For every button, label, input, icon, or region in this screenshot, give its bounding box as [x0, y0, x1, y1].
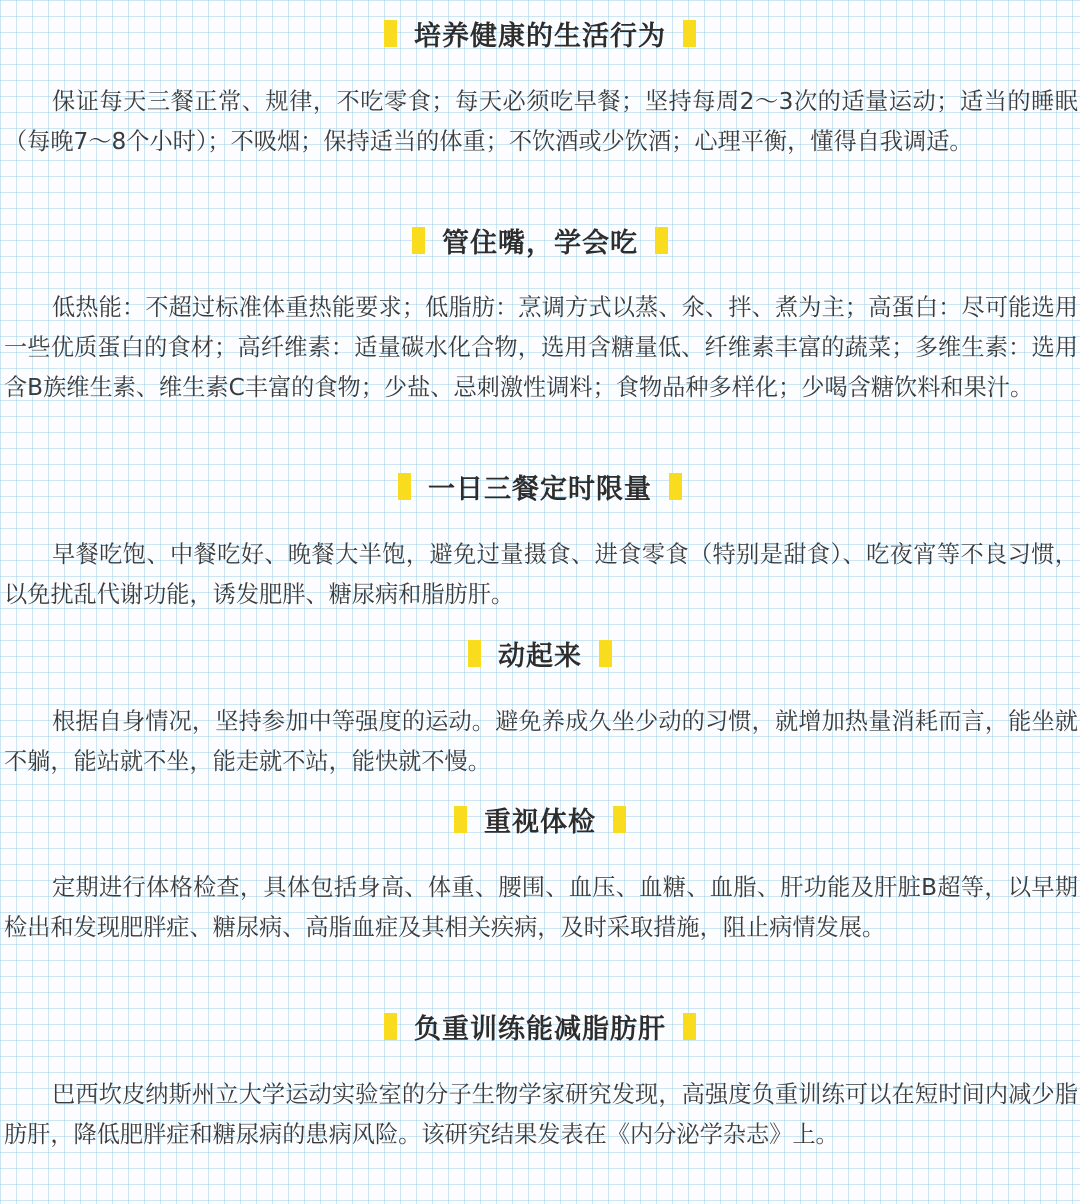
section-paragraph: 根据自身情况，坚持参加中等强度的运动。避免养成久坐少动的习惯，就增加热量消耗而言，能坐就不躺，能站就不坐，能走就不站，能快就不慢。 — [4, 708, 1078, 775]
heading-accent-bar-left — [384, 1013, 397, 1040]
heading-accent-bar-right — [683, 1013, 696, 1040]
heading-title: 负重训练能减脂肪肝 — [414, 1013, 666, 1045]
section-health-checkup — [0, 799, 1080, 839]
section-weight-training — [0, 1006, 1080, 1046]
section-paragraph: 保证每天三餐正常、规律，不吃零食；每天必须吃早餐；坚持每周2～3次的适量运动；适当的睡眠（每晚7～8个小时）；不吸烟；保持适当的体重；不饮酒或少饮酒；心理平衡，懂得自我调适。 — [4, 88, 1078, 155]
section-heading — [0, 220, 1080, 260]
heading-title: 管住嘴，学会吃 — [442, 227, 638, 259]
heading-accent-bar-right — [683, 20, 696, 47]
section-control-eating — [0, 220, 1080, 260]
heading-accent-bar-right — [669, 473, 682, 500]
section-regular-meals — [0, 466, 1080, 506]
section-paragraph: 巴西坎皮纳斯州立大学运动实验室的分子生物学家研究发现，高强度负重训练可以在短时间内减少脂肪肝，降低肥胖症和糖尿病的患病风险。该研究结果发表在《内分泌学杂志》上。 — [4, 1081, 1078, 1148]
section-get-moving — [0, 633, 1080, 673]
section-paragraph: 早餐吃饱、中餐吃好、晚餐大半饱，避免过量摄食、进食零食（特别是甜食）、吃夜宵等不良习惯，以免扰乱代谢功能，诱发肥胖、糖尿病和脂肪肝。 — [4, 541, 1078, 608]
section-healthy-behavior — [0, 13, 1080, 53]
heading-title: 一日三餐定时限量 — [428, 473, 652, 505]
heading-title: 重视体检 — [484, 806, 596, 838]
heading-accent-bar-left — [398, 473, 411, 500]
heading-accent-bar-right — [599, 640, 612, 667]
section-heading — [0, 466, 1080, 506]
heading-accent-bar-right — [655, 227, 668, 254]
heading-accent-bar-left — [412, 227, 425, 254]
section-heading — [0, 799, 1080, 839]
heading-accent-bar-left — [468, 640, 481, 667]
heading-accent-bar-right — [613, 806, 626, 833]
section-heading — [0, 633, 1080, 673]
section-heading — [0, 1006, 1080, 1046]
section-paragraph: 定期进行体格检查，具体包括身高、体重、腰围、血压、血糖、血脂、肝功能及肝脏B超等，以早期检出和发现肥胖症、糖尿病、高脂血症及其相关疾病，及时采取措施，阻止病情发展。 — [4, 874, 1078, 941]
heading-title: 培养健康的生活行为 — [414, 20, 666, 52]
heading-title: 动起来 — [498, 640, 582, 672]
section-paragraph: 低热能：不超过标准体重热能要求；低脂肪：烹调方式以蒸、氽、拌、煮为主；高蛋白：尽可能选用一些优质蛋白的食材；高纤维素：适量碳水化合物，选用含糖量低、纤维素丰富的蔬菜；多维生素：选用含B族维生素、维生素C丰富的食物；少盐、忌刺激性调料；食物品种多样化；少喝含糖饮料和果汁。 — [4, 294, 1078, 401]
section-heading — [0, 13, 1080, 53]
heading-accent-bar-left — [454, 806, 467, 833]
heading-accent-bar-left — [384, 20, 397, 47]
